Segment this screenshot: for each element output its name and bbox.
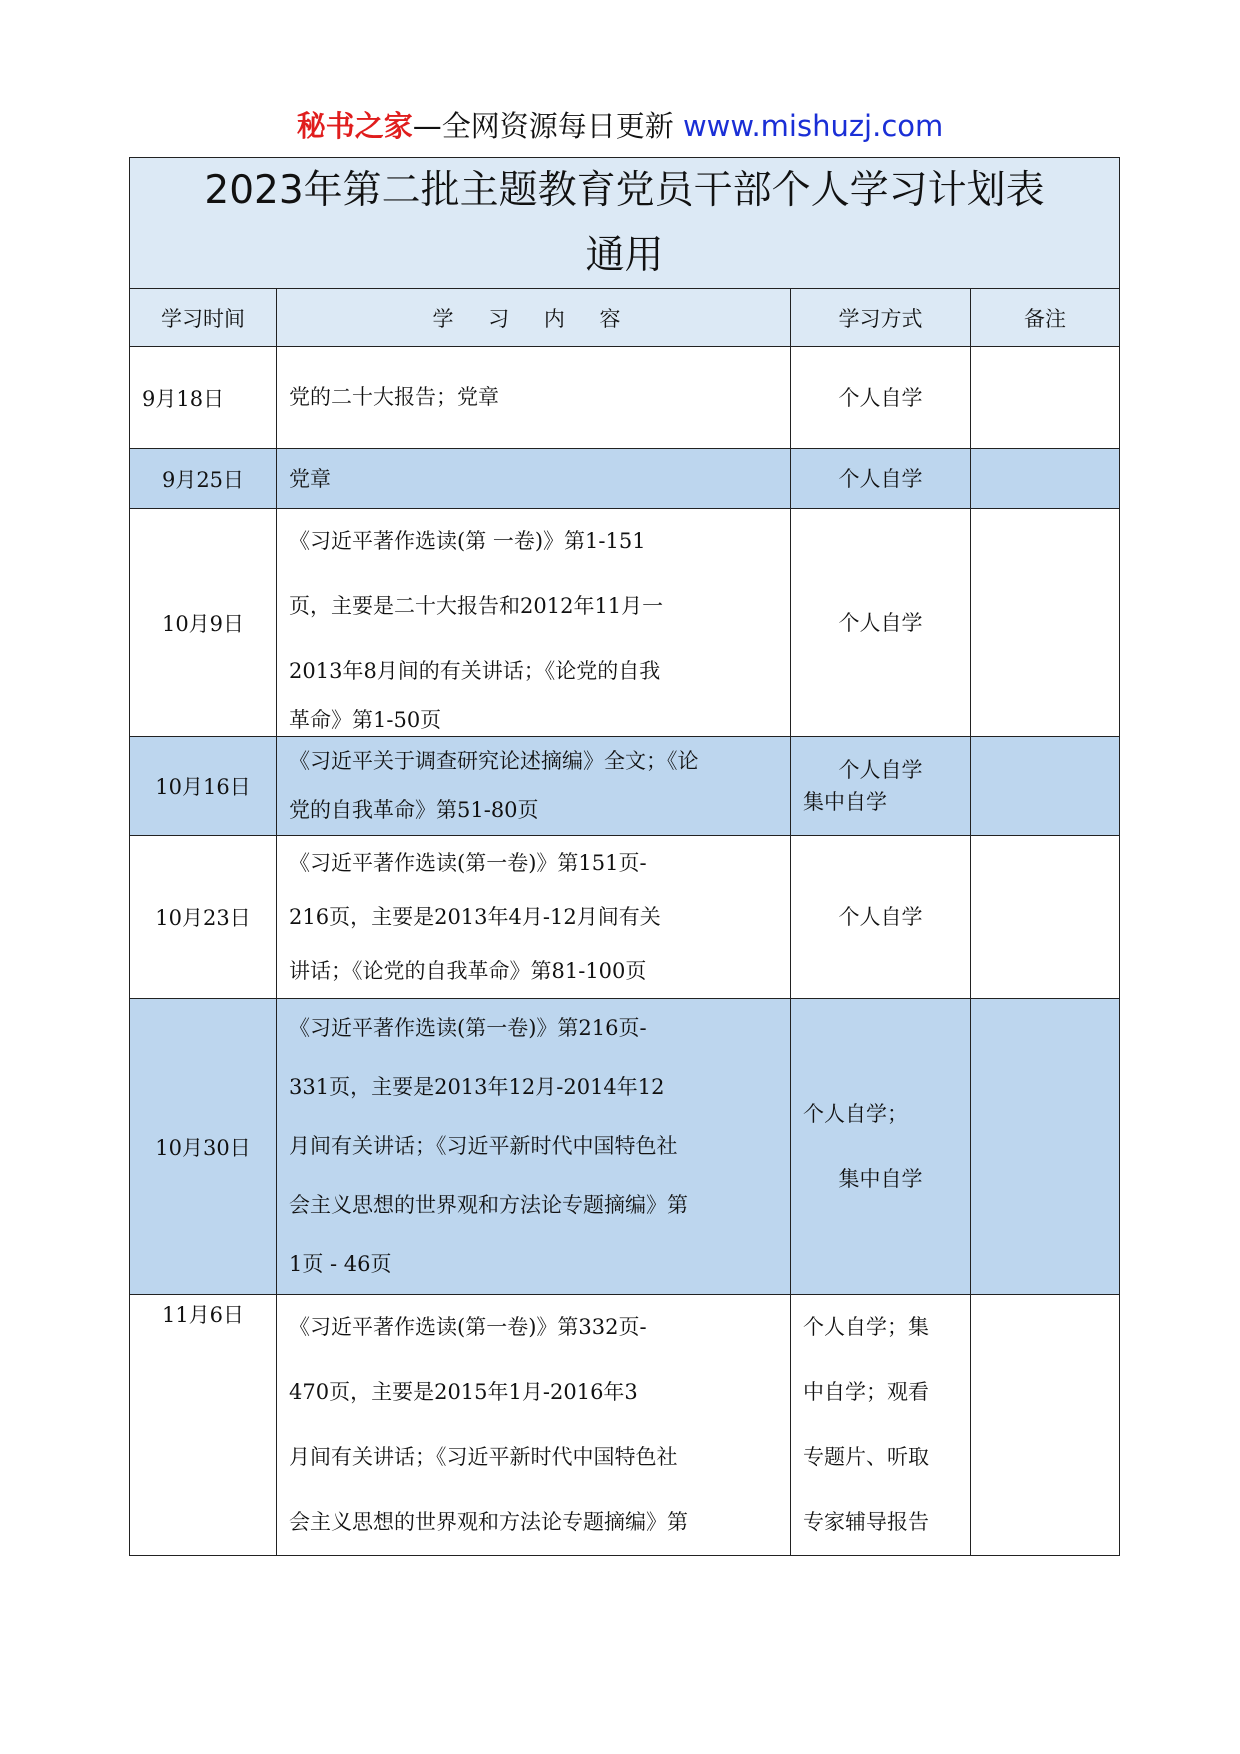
table-header-row [130, 289, 1120, 347]
row-mode-line: 集中自学 [838, 1166, 923, 1191]
row-note [971, 347, 1120, 449]
table-row [130, 999, 1120, 1295]
row-mode-line: 个人自学 [838, 905, 923, 929]
row-content-line: 党章 [289, 466, 331, 491]
row-content-line: 331页，主要是2013年12月-2014年12 [289, 1075, 665, 1099]
row-content-line: 2013年8月间的有关讲话；《论党的自我 [289, 659, 661, 683]
row-mode-line: 集中自学 [803, 790, 887, 814]
table-row [130, 449, 1120, 509]
row-date: 10月16日 [130, 737, 277, 836]
row-mode-line: 个人自学；集 [803, 1315, 929, 1339]
row-date: 10月23日 [130, 836, 277, 999]
row-date: 10月30日 [130, 999, 277, 1295]
row-content-line: 革命》第1-50页 [289, 708, 442, 732]
row-mode-line: 专家辅导报告 [803, 1510, 929, 1534]
row-note [971, 449, 1120, 509]
row-mode-line: 个人自学； [803, 1101, 908, 1126]
site-tagline: —全网资源每日更新 [412, 109, 674, 143]
row-content [277, 999, 791, 1295]
row-mode-line: 中自学；观看 [803, 1380, 929, 1404]
row-mode-line: 专题片、听取 [803, 1445, 929, 1469]
row-note [971, 1295, 1120, 1556]
row-note [971, 999, 1120, 1295]
row-content-line: 讲话；《论党的自我革命》第81-100页 [289, 959, 647, 983]
table-row [130, 836, 1120, 999]
row-content-line: 《习近平著作选读(第一卷)》第151页- [289, 851, 647, 875]
table-row [130, 1295, 1120, 1556]
row-content-line: 月间有关讲话；《习近平新时代中国特色社 [289, 1134, 678, 1158]
row-content [277, 509, 791, 737]
row-date: 11月6日 [130, 1295, 277, 1556]
table-title-line-1: 2023年第二批主题教育党员干部个人学习计划表 [204, 168, 1045, 213]
row-mode [791, 836, 971, 999]
row-mode [791, 347, 971, 449]
row-mode-line: 个人自学 [838, 466, 923, 491]
site-header [0, 104, 1240, 148]
row-content-line: 党的二十大报告；党章 [289, 385, 499, 409]
site-url-link[interactable]: www.mishuzj.com [682, 109, 944, 143]
row-mode-line: 个人自学 [838, 610, 923, 635]
row-mode [791, 509, 971, 737]
row-mode [791, 1295, 971, 1556]
row-note [971, 737, 1120, 836]
row-content [277, 737, 791, 836]
column-header-content: 学 习 内 容 [277, 289, 791, 347]
row-note [971, 836, 1120, 999]
row-content-line: 《习近平关于调查研究论述摘编》全文；《论 [289, 749, 699, 773]
row-mode [791, 449, 971, 509]
row-content-line: 《习近平著作选读(第一卷)》第332页- [289, 1315, 647, 1339]
row-content-line: 会主义思想的世界观和方法论专题摘编》第 [289, 1510, 688, 1534]
row-content-line: 页，主要是二十大报告和2012年11月一 [289, 594, 664, 618]
row-content-line: 《习近平著作选读(第 一卷)》第1-151 [289, 529, 646, 553]
row-mode-line: 个人自学 [838, 385, 923, 410]
row-content [277, 1295, 791, 1556]
row-mode [791, 999, 971, 1295]
table-row [130, 347, 1120, 449]
row-note [971, 509, 1120, 737]
column-header-time: 学习时间 [130, 289, 277, 347]
table-row [130, 737, 1120, 836]
row-mode [791, 737, 971, 836]
row-date: 10月9日 [130, 509, 277, 737]
table-title [130, 158, 1120, 289]
row-content-line: 《习近平著作选读(第一卷)》第216页- [289, 1016, 647, 1040]
row-date: 9月25日 [130, 449, 277, 509]
column-header-note: 备注 [971, 289, 1120, 347]
row-content [277, 836, 791, 999]
row-content-line: 470页，主要是2015年1月-2016年3 [289, 1380, 638, 1404]
row-content-line: 党的自我革命》第51-80页 [289, 798, 539, 822]
table-title-line-2: 通用 [585, 233, 664, 278]
row-date: 9月18日 [130, 347, 277, 449]
row-content [277, 449, 791, 509]
table-row [130, 509, 1120, 737]
row-content-line: 1页 - 46页 [289, 1252, 392, 1276]
row-content-line: 月间有关讲话；《习近平新时代中国特色社 [289, 1445, 678, 1469]
column-header-mode: 学习方式 [791, 289, 971, 347]
row-content-line: 216页，主要是2013年4月-12月间有关 [289, 905, 661, 929]
site-brand: 秘书之家 [296, 109, 413, 143]
row-mode-line: 个人自学 [838, 758, 923, 782]
row-content [277, 347, 791, 449]
study-plan-table [129, 157, 1120, 1556]
row-content-line: 会主义思想的世界观和方法论专题摘编》第 [289, 1193, 688, 1217]
